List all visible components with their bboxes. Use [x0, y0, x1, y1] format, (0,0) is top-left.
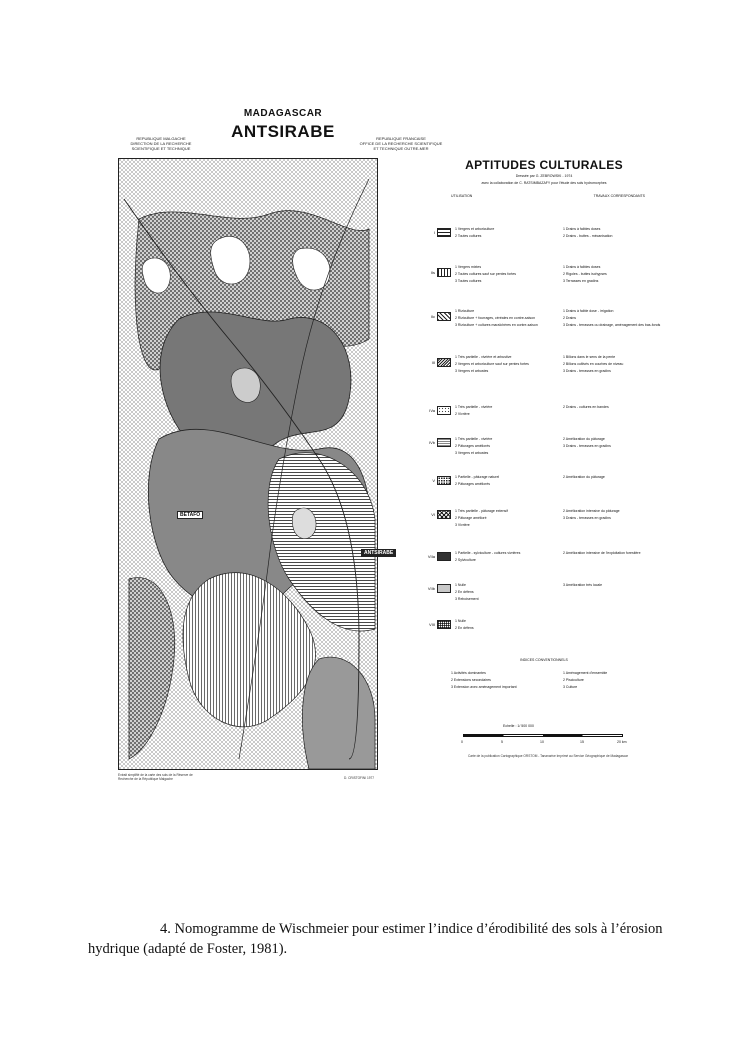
header-right-block: [346, 136, 456, 151]
map-credit: D. CRISTOFINI 1977: [344, 776, 375, 780]
use-item: 1 Riziculture: [455, 309, 475, 313]
conventional-indices-left: [451, 670, 551, 691]
class-treatments: [563, 550, 665, 557]
treatment-item: 3 Drains - terrasses en gradins: [563, 516, 611, 520]
use-item: 2 Pâturages améliorés: [455, 482, 491, 486]
use-item: 2 Riziculture + fourrages, céréales en contre-saison: [455, 316, 536, 320]
treatment-item: 3 Drains - terrasses ou drainage, aménagement des bas-fonds: [563, 323, 661, 327]
class-swatch: [437, 584, 451, 593]
figure-caption: 4. Nomogramme de Wischmeier pour estimer l’indice d’érodibilité des sols à l’érosion hydrique (adapté de Foster, 1981).: [88, 920, 663, 957]
class-swatch: [437, 406, 451, 415]
header-right-line: OFFICE DE LA RECHERCHE SCIENTIFIQUE: [359, 141, 443, 146]
class-uses: [455, 264, 559, 285]
class-uses: [455, 474, 559, 488]
class-swatch: [437, 476, 451, 485]
class-code: IVb: [428, 440, 435, 445]
legend-title: APTITUDES CULTURALES: [465, 158, 623, 172]
class-treatments: [563, 436, 665, 450]
soil-map-frame: [118, 158, 394, 770]
scale-tick: 20 km: [617, 740, 627, 744]
treatment-item: 2 Drains - cultures en bandes: [563, 405, 609, 409]
class-treatments: [563, 354, 665, 375]
treatment-item: 2 Drains: [563, 316, 577, 320]
indice-item: 3 Extension avec aménagement important: [451, 685, 517, 689]
use-item: 2 Toutes cultures: [455, 234, 482, 238]
header-left-block: [116, 136, 206, 151]
use-item: 2 Pâturages améliorés: [455, 444, 491, 448]
class-swatch: [437, 552, 451, 561]
use-item: 2 En défens: [455, 626, 474, 630]
class-code: VIII: [428, 622, 435, 627]
treatment-item: 2 Amélioration du pâturage: [563, 475, 605, 479]
indice-item: 2 Extensions secondaires: [451, 678, 491, 682]
class-swatch: [437, 268, 451, 277]
class-uses: [455, 508, 559, 529]
use-item: 1 Très partielle - vivrière: [455, 437, 493, 441]
country-title: MADAGASCAR: [243, 108, 323, 119]
map-sheet: [88, 88, 668, 818]
use-item: 1 Partielle - pâturage naturel: [455, 475, 500, 479]
scale-tick: 15: [580, 740, 584, 744]
legend-subtitle: avec la collaboration de C. RATSIMBAZAFY pour l'étude des sols hydromorphes: [481, 181, 607, 185]
use-item: 2 En défens: [455, 590, 474, 594]
class-swatch: [437, 620, 451, 629]
class-uses: [455, 436, 559, 457]
use-item: 1 Vergers et arboriculture: [455, 227, 495, 231]
indice-item: 2 Pisciculture: [563, 678, 584, 682]
place-label-betafo: BETAFO: [177, 511, 203, 519]
scale-tick: 5: [501, 740, 503, 744]
conventional-indices-title: INDICES CONVENTIONNELS: [520, 658, 568, 662]
treatment-item: 3 Amélioration très locale: [563, 583, 603, 587]
treatment-item: 3 Drains - terrasses en gradins: [563, 369, 611, 373]
treatment-item: 2 Amélioration intensive du pâturage: [563, 509, 620, 513]
use-item: 3 Riziculture + cultures maraîchères en contre-saison: [455, 323, 538, 327]
class-uses: [455, 308, 559, 329]
use-item: 2 Sylviculture: [455, 558, 476, 562]
class-code: IIc: [430, 314, 435, 319]
use-item: 1 Très partielle - vivrière et arbustive: [455, 355, 512, 359]
map-note: Extrait simplifié de la carte des sols de la Réserve de Recherche de la République Malgache: [118, 773, 193, 781]
treatment-item: 3 Terrasses en gradins: [563, 279, 599, 283]
treatment-item: 2 Drains - buttes - mécanisation: [563, 234, 613, 238]
legend-subtitle: Dressée par G. ZEBROWSKI - 1974: [515, 174, 573, 178]
use-item: 1 Nulle: [455, 583, 466, 587]
use-item: 1 Très partielle - vivrière: [455, 405, 493, 409]
treatment-item: 1 Billons dans le sens de la pente: [563, 355, 616, 359]
class-uses: [455, 618, 559, 632]
sheet-title: ANTSIRABE: [231, 122, 335, 141]
class-code: IIs: [430, 270, 435, 275]
class-treatments: [563, 474, 665, 481]
class-treatments: [563, 508, 665, 522]
class-treatments: [563, 226, 665, 240]
class-code: IVa: [429, 408, 435, 413]
class-swatch: [437, 510, 451, 519]
soil-map: [119, 159, 377, 769]
indice-item: 3 Culture: [563, 685, 578, 689]
indice-item: 1 Activités dominantes: [451, 671, 486, 675]
class-uses: [455, 404, 559, 418]
treatment-item: 1 Drains à faibles doses: [563, 265, 601, 269]
column-header-travaux: TRAVAUX CORRESPONDANTS: [593, 194, 645, 198]
use-item: 2 Pâturage amélioré: [455, 516, 487, 520]
use-item: 2 Vergers et arboriculture sauf sur pentes fortes: [455, 362, 529, 366]
use-item: 1 Partielle - sylviculture - cultures vivrières: [455, 551, 521, 555]
use-item: 3 Reboisement: [455, 597, 479, 601]
treatment-item: 2 Billons cultivés en courbes de niveau: [563, 362, 624, 366]
header-left-line: SCIENTIFIQUE ET TECHNIQUE: [131, 146, 191, 151]
conventional-indices-right: [563, 670, 663, 691]
class-code: I: [433, 230, 435, 235]
class-uses: [455, 354, 559, 375]
place-label-antsirabe: ANTSIRABE: [361, 549, 396, 557]
scale-bar: [463, 734, 623, 737]
scale-tick: 0: [461, 740, 463, 744]
class-treatments: [563, 582, 665, 589]
header-left-line: DIRECTION DE LA RECHERCHE: [130, 141, 192, 146]
class-swatch: [437, 312, 451, 321]
class-code: VIIa: [427, 554, 435, 559]
publication-note: Carte de la publication Cartographique ORSTOM - Tananarive Imprimé au Service Géographique de Madagascar: [467, 754, 629, 758]
use-item: 1 Très partielle - pâturage extensif: [455, 509, 508, 513]
header-right-line: ET TECHNIQUE OUTRE-MER: [373, 146, 429, 151]
legend-panel: [423, 158, 665, 758]
class-swatch: [437, 438, 451, 447]
treatment-item: 2 Amélioration du pâturage: [563, 437, 605, 441]
use-item: 1 Nulle: [455, 619, 466, 623]
class-code: VIIb: [427, 586, 435, 591]
class-swatch: [437, 228, 451, 237]
use-item: 1 Vergers mixtes: [455, 265, 482, 269]
legend-column-headers: [423, 194, 665, 198]
header-right-line: REPUBLIQUE FRANCAISE: [376, 136, 426, 141]
treatment-item: 2 Rigoles - buttes isohypses: [563, 272, 607, 276]
class-uses: [455, 226, 559, 240]
treatment-item: 1 Drains à faibles doses: [563, 227, 601, 231]
class-code: III: [431, 360, 435, 365]
use-item: 2 Vivrière: [455, 412, 470, 416]
class-uses: [455, 550, 559, 564]
class-swatch: [437, 358, 451, 367]
column-header-utilisation: UTILISATION: [451, 194, 473, 198]
treatment-item: 1 Drains à faible dose - irrigation: [563, 309, 614, 313]
class-treatments: [563, 404, 665, 411]
class-code: VI: [431, 512, 435, 517]
class-code: V: [432, 478, 435, 483]
map-title-block: [228, 108, 338, 142]
treatment-item: 2 Amélioration intensive de l'exploitation forestière: [563, 551, 641, 555]
scale-tick: 10: [540, 740, 544, 744]
use-item: 3 Vergers et arbustes: [455, 451, 489, 455]
class-uses: [455, 582, 559, 603]
use-item: 3 Vergers et arbustes: [455, 369, 489, 373]
class-treatments: [563, 308, 665, 329]
use-item: 2 Toutes cultures sauf sur pentes fortes: [455, 272, 517, 276]
scale-text: Echelle : 1/ 500 000: [503, 724, 534, 728]
use-item: 3 Vivrière: [455, 523, 470, 527]
treatment-item: 3 Drains - terrasses en gradins: [563, 444, 611, 448]
class-treatments: [563, 264, 665, 285]
use-item: 3 Toutes cultures: [455, 279, 482, 283]
header-left-line: REPUBLIQUE MALGACHE: [136, 136, 186, 141]
indice-item: 1 Aménagement d'ensemble: [563, 671, 608, 675]
